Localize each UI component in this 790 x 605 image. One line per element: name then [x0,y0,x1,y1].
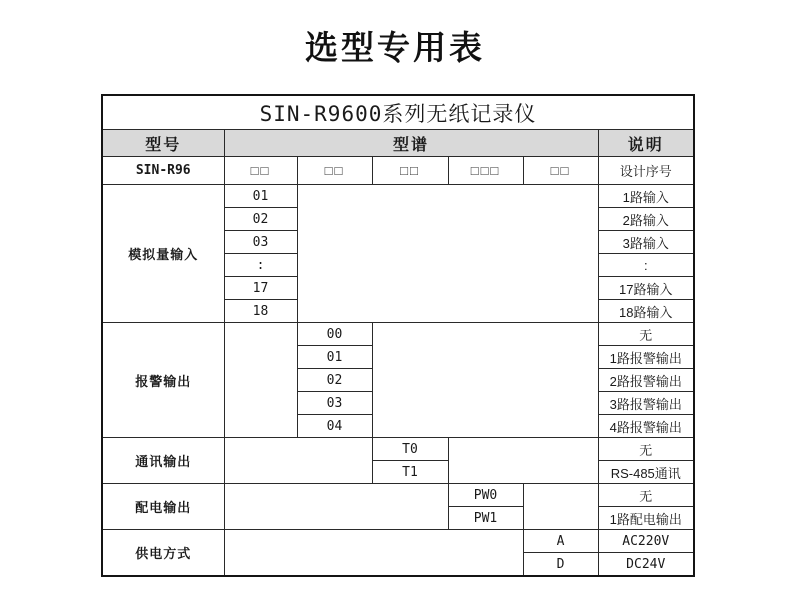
spectrum-empty-cell [224,530,523,577]
analog-code-cell: 17 [224,277,297,300]
power-desc-cell: AC220V [598,530,694,553]
alarm-desc-cell: 无 [598,323,694,346]
table-header-row [102,130,694,157]
alarm-desc-cell: 3路报警输出 [598,392,694,415]
analog-code-cell: : [224,254,297,277]
spectrum-placeholder-2: □□ [297,157,372,185]
power-code-cell: D [523,553,598,577]
section-label-power-supply: 供电方式 [102,530,224,577]
spectrum-empty-cell [297,185,598,323]
analog-desc-cell: : [598,254,694,277]
power-code-cell: A [523,530,598,553]
analog-desc-cell: 1路输入 [598,185,694,208]
spectrum-empty-cell [224,484,448,530]
analog-desc-cell: 2路输入 [598,208,694,231]
header-model: 型号 [102,130,224,157]
model-description: 设计序号 [598,157,694,185]
analog-code-cell: 18 [224,300,297,323]
section-label-analog-input: 模拟量输入 [102,185,224,323]
alarm-code-cell: 01 [297,346,372,369]
table-title-row [102,95,694,130]
alarm-desc-cell: 4路报警输出 [598,415,694,438]
selection-table [101,94,695,577]
comm-code-cell: T0 [372,438,448,461]
table-row [102,484,694,507]
analog-desc-cell: 17路输入 [598,277,694,300]
header-description: 说明 [598,130,694,157]
alarm-desc-cell: 2路报警输出 [598,369,694,392]
spectrum-placeholder-1: □□ [224,157,297,185]
alarm-code-cell: 02 [297,369,372,392]
spectrum-placeholder-4: □□□ [448,157,523,185]
spectrum-empty-cell [224,323,297,438]
section-label-distribution-output: 配电输出 [102,484,224,530]
distribution-desc-cell: 无 [598,484,694,507]
section-label-comm-output: 通讯输出 [102,438,224,484]
spectrum-empty-cell [448,438,598,484]
table-row [102,185,694,208]
analog-desc-cell: 18路输入 [598,300,694,323]
model-row [102,157,694,185]
spectrum-placeholder-5: □□ [523,157,598,185]
alarm-code-cell: 03 [297,392,372,415]
distribution-code-cell: PW1 [448,507,523,530]
header-spectrum: 型谱 [224,130,598,157]
table-row [102,323,694,346]
model-code: SIN-R96 [102,157,224,185]
distribution-desc-cell: 1路配电输出 [598,507,694,530]
comm-desc-cell: 无 [598,438,694,461]
analog-code-cell: 01 [224,185,297,208]
section-label-alarm-output: 报警输出 [102,323,224,438]
alarm-code-cell: 00 [297,323,372,346]
spectrum-placeholder-3: □□ [372,157,448,185]
table-row [102,530,694,553]
alarm-desc-cell: 1路报警输出 [598,346,694,369]
comm-desc-cell: RS-485通讯 [598,461,694,484]
analog-code-cell: 02 [224,208,297,231]
page-title: 选型专用表 [305,29,485,66]
distribution-code-cell: PW0 [448,484,523,507]
comm-code-cell: T1 [372,461,448,484]
analog-desc-cell: 3路输入 [598,231,694,254]
spectrum-empty-cell [523,484,598,530]
alarm-code-cell: 04 [297,415,372,438]
table-title: SIN-R9600系列无纸记录仪 [102,95,694,130]
analog-code-cell: 03 [224,231,297,254]
spectrum-empty-cell [224,438,372,484]
spectrum-empty-cell [372,323,598,438]
table-row [102,438,694,461]
power-desc-cell: DC24V [598,553,694,577]
